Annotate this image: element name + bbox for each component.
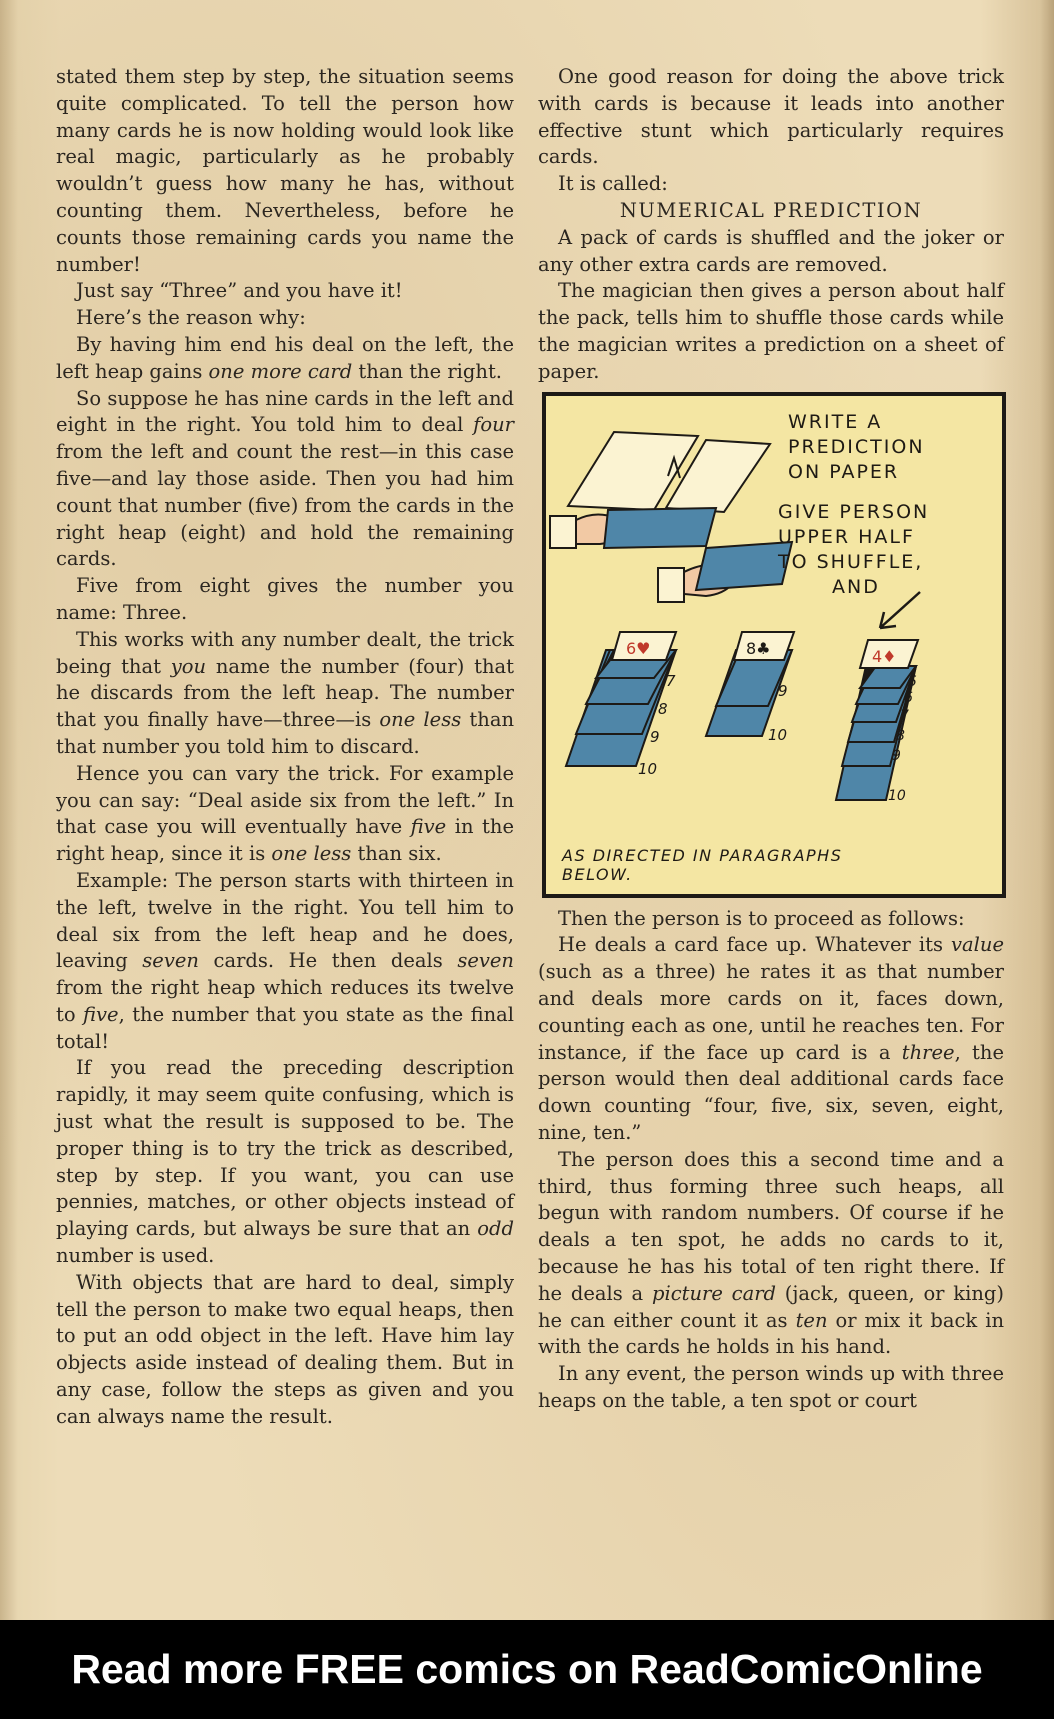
figure-caption (562, 846, 982, 884)
face-up-card-label: 4♦ (872, 646, 897, 666)
give-person-label (778, 500, 929, 600)
text: So suppose he has nine cards in the left and eight in the right. You told him to deal (56, 386, 514, 437)
paragraph: Five from eight gives the number you name: Three. (56, 574, 514, 624)
label-line: WRITE A (788, 410, 883, 433)
emphasis: value (951, 933, 1004, 957)
text: or mix it back in with the cards he holds in his hand. (538, 1308, 1004, 1359)
emphasis: one less (271, 842, 352, 866)
cuff-icon (550, 516, 576, 548)
count-number: 10 (768, 725, 788, 744)
paragraph (56, 627, 514, 761)
text: from the right heap which reduces its twelve to (56, 976, 514, 1026)
label-line: ON PAPER (788, 460, 900, 483)
text: He deals a card face up. Whatever its (558, 933, 952, 957)
paragraph: One good reason for doing the above trick with cards is because it leads into another effective stunt which particularly requires cards. (538, 65, 1004, 169)
text: The person does this a second time and a third, thus forming three such heaps, all begun with random numbers. Of course if he deals a ten spot, he adds no cards to it, because he has his total of ten right there. If he deals a (538, 1147, 1004, 1305)
paragraph (56, 761, 514, 868)
right-column (538, 64, 1004, 1415)
paragraph (56, 1055, 514, 1269)
cuff-icon (658, 568, 684, 602)
text: If you read the preceding description rapidly, it may seem quite confusing, which is just what the result is supposed to be. The proper thing is to try the trick as described, step by step. If you want, you can use pennies, matches, or other objects instead of playing cards, but always be sure that an (56, 1056, 514, 1241)
emphasis: you (170, 654, 207, 678)
emphasis: one less (379, 708, 462, 732)
paragraph: Here’s the reason why: (76, 306, 306, 330)
paragraph: The magician then gives a person about half the pack, tells him to shuffle those cards while the magician writes a prediction on a sheet of paper. (538, 279, 1004, 383)
text: Example: The person starts with thirteen in the left, twelve in the right. You tell him to deal six from the left heap and he does, leaving (56, 868, 514, 973)
text: from the left and count the rest—in this case five—and lay those aside. Then you had him count that number (five) from the cards in the right heap (eight) and hold the remaining cards. (56, 440, 514, 571)
write-prediction-label (788, 410, 925, 485)
paragraph: Then the person is to proceed as follows: (558, 906, 965, 930)
text: By having him end his deal on the left, the left heap gains (56, 332, 514, 383)
text: number is used. (56, 1244, 215, 1268)
count-number: 9 (778, 681, 788, 700)
caption-line: AS DIRECTED IN PARAGRAPHS (562, 845, 843, 865)
emphasis: ten (795, 1308, 828, 1332)
text: cards. He then deals (198, 949, 458, 973)
emphasis: three (901, 1040, 955, 1064)
count-number: 10 (888, 787, 906, 804)
promo-banner[interactable]: Read more FREE comics on ReadComicOnline (0, 1620, 1054, 1719)
paragraph: Just say “Three” and you have it! (76, 279, 403, 303)
paragraph (56, 868, 514, 1056)
emphasis: five (83, 1002, 119, 1026)
count-number: 10 (638, 759, 658, 778)
emphasis: picture card (651, 1281, 776, 1305)
text: than the right. (352, 359, 502, 383)
emphasis: five (410, 815, 447, 839)
text: name the number (four) that he discards from the left heap. The number that you finally have—three—is (56, 654, 514, 732)
count-number: 9 (892, 747, 901, 764)
text: Hence you can vary the trick. For example you can say: “Deal aside six from the left.” In that case you will eventually have (56, 761, 514, 839)
label-line: UPPER HALF (778, 525, 915, 548)
left-column (56, 64, 514, 1431)
paragraph (56, 332, 514, 386)
text: This works with any number dealt, the trick being that (56, 627, 514, 678)
illustration-panel (542, 392, 1006, 898)
count-number: 7 (900, 707, 909, 724)
text: than six. (351, 842, 442, 866)
section-heading: NUMERICAL PREDICTION (619, 198, 923, 222)
text: , the person would then deal additional cards face down counting “four, five, six, seven, eight, nine, ten.” (538, 1040, 1004, 1144)
label-line: GIVE PERSON (778, 500, 930, 523)
paragraph: It is called: (558, 172, 668, 196)
count-number: 8 (658, 699, 668, 718)
emphasis: seven (457, 949, 514, 973)
paragraph (56, 386, 514, 574)
emphasis: seven (142, 949, 199, 973)
paragraph: In any event, the person winds up with three heaps on the table, a ten spot or court (538, 1362, 1004, 1412)
text: , the number that you state as the final total! (56, 1002, 515, 1053)
text: (jack, queen, or king) he can either count it as (538, 1281, 1004, 1332)
illustration-drawing (546, 396, 1002, 894)
face-up-card-label: 6♥ (626, 638, 651, 658)
text: in the right heap, since it is (56, 815, 514, 866)
label-line: AND (832, 575, 880, 598)
count-number: 7 (666, 671, 676, 690)
text: (such as a three) he rates it as that number and deals more cards on it, faces down, counting each as one, until he reaches ten. For instance, if the face up card is a (538, 960, 1004, 1064)
label-line: PREDICTION (788, 435, 925, 458)
paragraph: With objects that are hard to deal, simply tell the person to make two equal heaps, then to put an odd object in the left. Have him lay objects aside instead of dealing them. But in any case, follow the steps as given and you can always name the result. (56, 1270, 514, 1428)
count-number: 5 (908, 673, 917, 690)
paragraph (538, 932, 1004, 1146)
count-number: 9 (650, 727, 660, 746)
paragraph (538, 1147, 1004, 1361)
emphasis: one more card (208, 359, 353, 383)
count-number: 8 (896, 727, 905, 744)
card-deck-icon (604, 508, 716, 548)
face-up-card-label: 8♣ (746, 638, 771, 658)
emphasis: four (473, 413, 514, 437)
emphasis: odd (477, 1217, 514, 1241)
text: than that number you told him to discard. (56, 708, 515, 758)
count-number: 6 (904, 689, 913, 706)
label-line: TO SHUFFLE, (778, 550, 924, 573)
paragraph: stated them step by step, the situation seems quite complicated. To tell the person how many cards he is now holding would look like real magic, particularly as he probably wouldn’t guess how many he has, without counting them. Nevertheless, before he counts those remaining cards you name the number! (56, 65, 514, 276)
paragraph: A pack of cards is shuffled and the joker or any other extra cards are removed. (538, 225, 1004, 276)
caption-line: BELOW. (562, 864, 633, 884)
